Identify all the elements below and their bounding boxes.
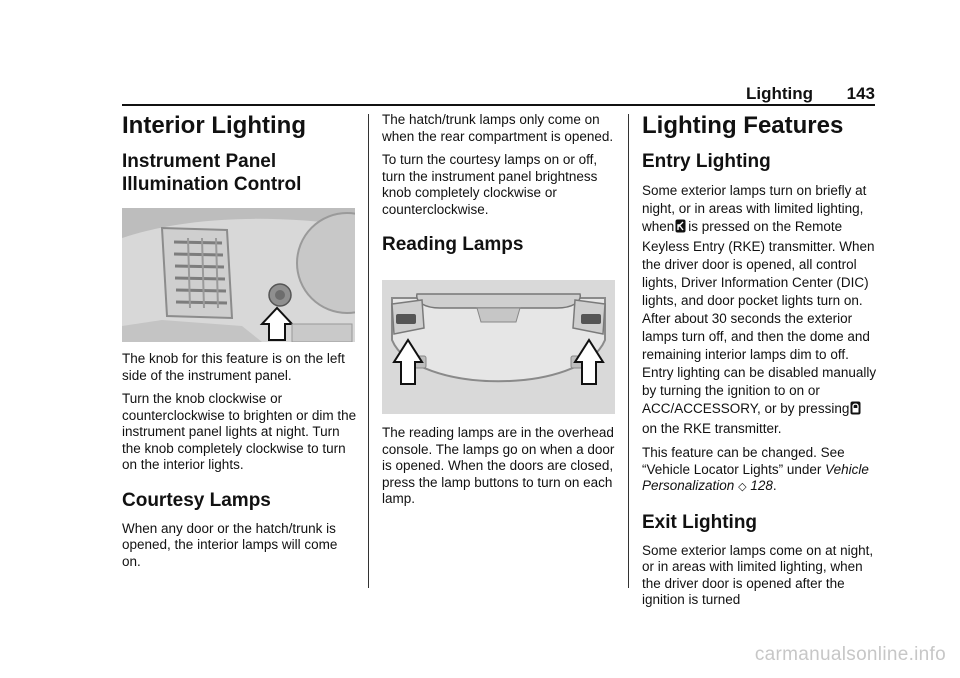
paragraph-exit: Some exterior lamps come on at night, or in areas with limited lighting, when the driver door is opened after the ignition is turned bbox=[642, 542, 874, 607]
paragraph-entry bbox=[642, 182, 878, 438]
vehicle-personalization-link[interactable]: Vehicle Personalization bbox=[642, 461, 869, 493]
column-2-body bbox=[382, 425, 618, 508]
heading-instrument-panel: Instrument Panel Illumination Control bbox=[122, 151, 302, 195]
heading-exit-lighting: Exit Lighting bbox=[642, 511, 758, 533]
entry-text-3: on the RKE transmitter. bbox=[642, 421, 782, 436]
unlock-icon bbox=[675, 219, 686, 238]
column-3 bbox=[642, 112, 878, 609]
heading-courtesy-lamps: Courtesy Lamps bbox=[122, 489, 271, 511]
page-ref-icon: ◇ bbox=[738, 481, 747, 493]
page-header bbox=[122, 80, 875, 104]
instrument-panel-figure bbox=[122, 208, 355, 342]
heading-interior-lighting: Interior Lighting bbox=[122, 112, 306, 139]
reading-lamps-figure bbox=[382, 280, 615, 414]
column-divider-1 bbox=[368, 114, 369, 588]
entry-text-1: Some exterior lamps turn on briefly at night, or in areas with limited lighting, when bbox=[642, 183, 867, 234]
paragraph-knob-turn: Turn the knob clockwise or counterclockwise to brighten or dim the instrument panel lights at night. Turn the knob completely clockwise to turn on the interior lights. bbox=[122, 391, 357, 472]
column-1 bbox=[122, 112, 358, 196]
page-ref-number[interactable]: 128 bbox=[750, 478, 773, 493]
lock-icon bbox=[850, 401, 861, 420]
heading-entry-lighting: Entry Lighting bbox=[642, 151, 771, 172]
header-divider bbox=[122, 104, 875, 106]
paragraph-reading: The reading lamps are in the overhead console. The lamps go on when a door is opened. When the doors are closed, press the lamp buttons to turn on each lamp. bbox=[382, 425, 615, 506]
watermark: carmanualsonline.info bbox=[754, 644, 946, 665]
column-2 bbox=[382, 112, 618, 256]
heading-lighting-features: Lighting Features bbox=[642, 112, 844, 139]
entry-text-2: is pressed on the Remote Keyless Entry (RKE) transmitter. When the driver door is opened, all control lights, Driver Information Center (DIC) lights, and door pocket lights turn on. After about 30 seconds the exterior lamps turn off, and then the dome and remaining interior lamps dim to off. Entry lighting can be disabled manually by turning the ignition to on or ACC/ACCESSORY, or by pressing bbox=[642, 219, 877, 416]
change-text: This feature can be changed. See “Vehicle Locator Lights” under bbox=[642, 445, 845, 477]
paragraph-knob-location: The knob for this feature is on the left side of the instrument panel. bbox=[122, 351, 345, 383]
column-divider-2 bbox=[628, 114, 629, 588]
paragraph-turn-courtesy: To turn the courtesy lamps on or off, turn the instrument panel brightness knob completely clockwise or counterclockwise. bbox=[382, 152, 598, 217]
change-end: . bbox=[772, 478, 777, 493]
page-number: 143 bbox=[846, 84, 875, 103]
paragraph-hatch: The hatch/trunk lamps only come on when the rear compartment is opened. bbox=[382, 112, 614, 144]
section-title: Lighting bbox=[745, 84, 813, 103]
paragraph-change bbox=[642, 445, 878, 496]
heading-reading-lamps: Reading Lamps bbox=[382, 234, 524, 255]
paragraph-courtesy: When any door or the hatch/trunk is opened, the interior lamps will come on. bbox=[122, 520, 338, 569]
column-1-body bbox=[122, 351, 358, 570]
